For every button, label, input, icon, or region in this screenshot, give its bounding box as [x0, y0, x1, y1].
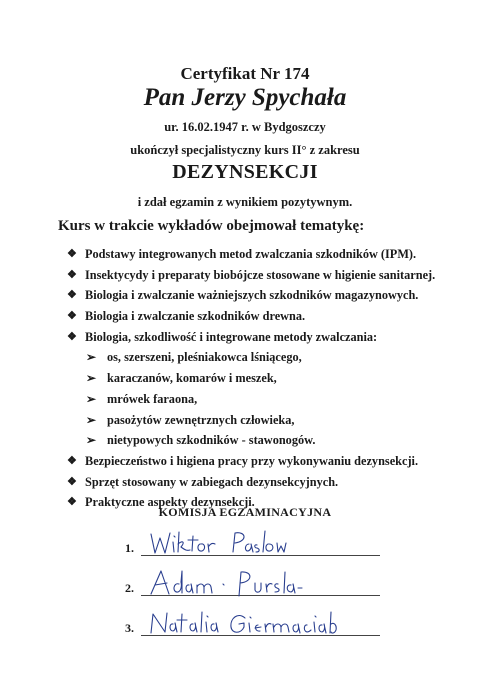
- topic-text: Bezpieczeństwo i higiena pracy przy wykonywaniu dezynsekcji.: [85, 453, 419, 468]
- topic-subitem: [67, 433, 467, 454]
- signature-number: 1.: [125, 541, 134, 555]
- topic-text: Praktyczne aspekty dezynsekcji.: [85, 495, 255, 510]
- diamond-bullet-icon: ❖: [67, 248, 77, 260]
- topic-text: mrówek faraona,: [107, 391, 198, 406]
- exam-passed-text: i zdał egzamin z wynikiem pozytywnym.: [137, 195, 353, 209]
- topic-subitem: [67, 350, 467, 371]
- birth-info: ur. 16.02.1947 r. w Bydgoszczy: [164, 120, 326, 134]
- signature-number: 3.: [125, 621, 134, 635]
- diamond-bullet-icon: ❖: [67, 496, 77, 509]
- arrow-bullet-icon: ➢: [86, 371, 97, 386]
- topic-item: [67, 268, 467, 289]
- topic-item: [67, 475, 467, 496]
- diamond-bullet-icon: ❖: [67, 475, 77, 488]
- diamond-bullet-icon: ❖: [67, 330, 77, 343]
- topic-subitem: [67, 371, 467, 392]
- topic-text: Podstawy integrowanych metod zwalczania szkodników (IPM).: [85, 247, 417, 261]
- topic-item: [67, 288, 467, 309]
- topic-subitem: [67, 413, 467, 434]
- topic-item: [67, 330, 467, 351]
- topic-text: Insektycydy i preparaty biobójcze stosowane w higienie sanitarnej.: [85, 267, 436, 282]
- topic-text: os, szerszeni, pleśniakowca lśniącego,: [107, 350, 302, 365]
- signature-1-image: [145, 528, 375, 558]
- topic-text: karaczanów, komarów i meszek,: [107, 371, 277, 386]
- topic-text: Biologia, szkodliwość i integrowane metody zwalczania:: [85, 329, 378, 344]
- commission-heading: KOMISJA EGZAMINACYJNA: [158, 505, 332, 519]
- topic-text: pasożytów zewnętrznych człowieka,: [107, 412, 295, 427]
- diamond-bullet-icon: ❖: [67, 310, 77, 323]
- signature-row-3: [125, 610, 380, 638]
- topic-item: [67, 454, 467, 475]
- arrow-bullet-icon: ➢: [86, 412, 97, 427]
- course-subject: DEZYNSEKCJI: [172, 161, 318, 183]
- diamond-bullet-icon: ❖: [67, 289, 77, 302]
- signature-row-2: [125, 570, 380, 598]
- topic-text: Biologia i zwalczanie ważniejszych szkodników magazynowych.: [85, 288, 419, 303]
- topic-text: nietypowych szkodników - stawonogów.: [107, 433, 316, 448]
- course-completed-text: ukończył specjalistyczny kurs II° z zakresu: [130, 143, 360, 157]
- signature-number: 2.: [125, 581, 134, 595]
- recipient-name: Pan Jerzy Spychała: [143, 84, 347, 111]
- diamond-bullet-icon: ❖: [67, 454, 77, 467]
- topics-heading: Kurs w trakcie wykładów obejmował tematykę:: [58, 218, 365, 234]
- topic-list: [67, 247, 467, 516]
- arrow-bullet-icon: ➢: [86, 433, 97, 448]
- topic-text: Biologia i zwalczanie szkodników drewna.: [85, 309, 306, 324]
- topic-item: [67, 309, 467, 330]
- topic-subitem: [67, 392, 467, 413]
- topic-item: [67, 247, 467, 268]
- certificate-title: Certyfikat Nr 174: [180, 64, 310, 83]
- signature-2-image: [145, 568, 375, 598]
- topic-text: Sprzęt stosowany w zabiegach dezynsekcyjnych.: [85, 474, 339, 489]
- arrow-bullet-icon: ➢: [86, 350, 97, 365]
- arrow-bullet-icon: ➢: [86, 391, 97, 406]
- diamond-bullet-icon: ❖: [67, 268, 77, 281]
- signature-row-1: [125, 530, 380, 558]
- signature-3-image: [145, 608, 375, 638]
